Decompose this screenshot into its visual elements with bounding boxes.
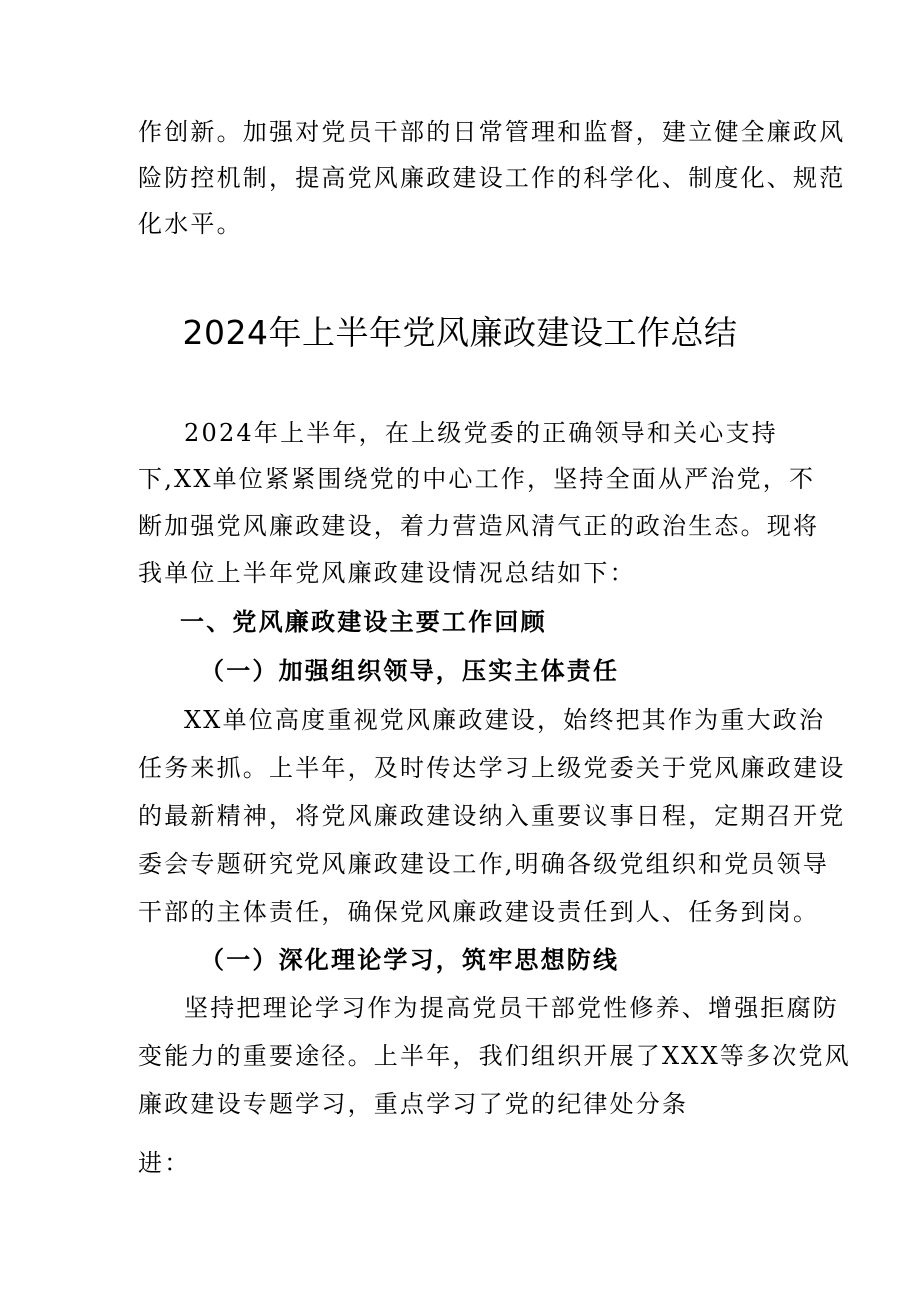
intro-line-4: 我单位上半年党风廉政建设情况总结如下： xyxy=(138,559,636,587)
trailing-fragment: 进： xyxy=(138,1149,191,1177)
sub1-line-3: 的最新精神，将党风廉政建设纳入重要议事日程，定期召开党 xyxy=(138,802,846,830)
section-heading-1: 一、党风廉政建设主要工作回顾 xyxy=(180,607,547,636)
intro-line-2: 下,XX单位紧紧围绕党的中心工作，坚持全面从严治党，不 xyxy=(138,465,816,493)
intro-line-1: 2024年上半年，在上级党委的正确领导和关心支持 xyxy=(184,419,778,447)
sub1-line-4: 委会专题研究党风廉政建设工作,明确各级党组织和党员领导 xyxy=(138,850,830,878)
sub1-line-1: XX单位高度重视党风廉政建设，始终把其作为重大政治 xyxy=(184,706,826,734)
carryover-line-1: 作创新。加强对党员干部的日常管理和监督，建立健全廉政风 xyxy=(138,118,846,146)
sub1-line-5: 干部的主体责任，确保党风廉政建设责任到人、任务到岗。 xyxy=(138,898,820,926)
sub2-line-2: 变能力的重要途径。上半年，我们组织开展了XXX等多次党风 xyxy=(138,1042,851,1070)
sub2-line-1: 坚持把理论学习作为提高党员干部党性修养、增强拒腐防 xyxy=(184,994,839,1022)
intro-line-3: 断加强党风廉政建设，着力营造风清气正的政治生态。现将 xyxy=(138,512,820,540)
subsection-heading-2: （一）深化理论学习，筑牢思想防线 xyxy=(200,945,620,974)
document-title: 2024年上半年党风廉政建设工作总结 xyxy=(182,313,738,352)
carryover-line-3: 化水平。 xyxy=(138,210,243,238)
subsection-heading-1: （一）加强组织领导，压实主体责任 xyxy=(200,656,620,685)
sub1-line-2: 任务来抓。上半年，及时传达学习上级党委关于党风廉政建设 xyxy=(138,754,846,782)
sub2-line-3: 廉政建设专题学习，重点学习了党的纪律处分条 xyxy=(138,1090,689,1118)
carryover-line-2: 险防控机制，提高党风廉政建设工作的科学化、制度化、规范 xyxy=(138,164,846,192)
